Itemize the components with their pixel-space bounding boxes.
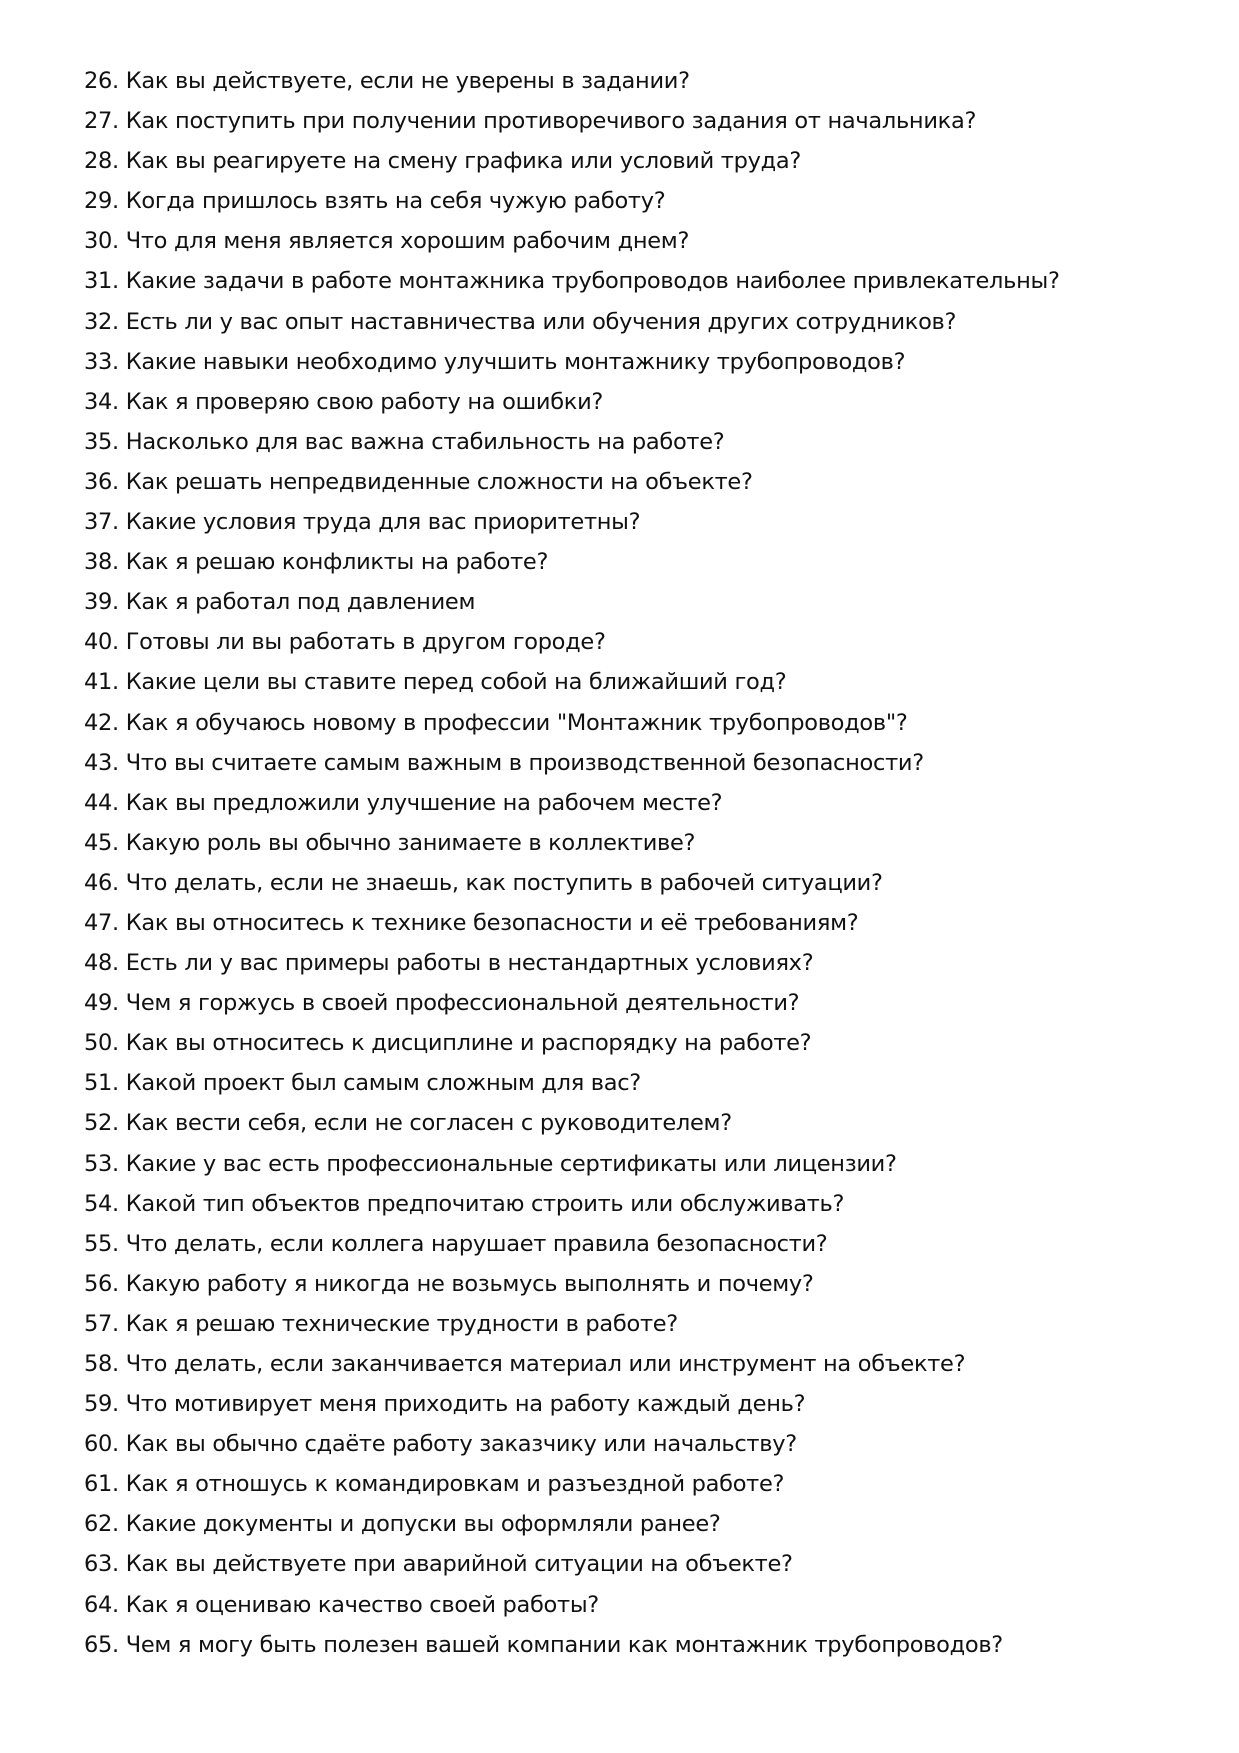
question-item: 44. Как вы предложили улучшение на рабочем месте? <box>84 789 723 816</box>
question-item: 30. Что для меня является хорошим рабочим днем? <box>84 228 690 255</box>
question-item: 37. Какие условия труда для вас приоритетны? <box>84 509 641 536</box>
question-item: 50. Как вы относитесь к дисциплине и распорядку на работе? <box>84 1030 812 1057</box>
question-item: 38. Как я решаю конфликты на работе? <box>84 549 549 576</box>
question-item: 32. Есть ли у вас опыт наставничества или обучения других сотрудников? <box>84 308 957 335</box>
question-item: 33. Какие навыки необходимо улучшить монтажнику трубопроводов? <box>84 348 906 375</box>
question-item: 58. Что делать, если заканчивается материал или инструмент на объекте? <box>84 1351 966 1377</box>
question-item: 42. Как я обучаюсь новому в профессии "Монтажник трубопроводов"? <box>84 709 908 736</box>
question-item: 45. Какую роль вы обычно занимаете в коллективе? <box>84 829 696 856</box>
question-item: 63. Как вы действуете при аварийной ситуации на объекте? <box>84 1551 793 1578</box>
question-item: 46. Что делать, если не знаешь, как поступить в рабочей ситуации? <box>84 869 883 896</box>
question-item: 35. Насколько для вас важна стабильность на работе? <box>84 428 725 455</box>
question-item: 55. Что делать, если коллега нарушает правила безопасности? <box>84 1230 828 1257</box>
question-item: 28. Как вы реагируете на смену графика или условий труда? <box>84 148 801 175</box>
question-item: 60. Как вы обычно сдаёте работу заказчику или начальству? <box>84 1431 797 1458</box>
question-item: 48. Есть ли у вас примеры работы в нестандартных условиях? <box>84 950 814 977</box>
question-item: 40. Готовы ли вы работать в другом городе? <box>84 629 606 656</box>
question-list <box>84 61 1184 1665</box>
question-item: 61. Как я отношусь к командировкам и разъездной работе? <box>84 1471 785 1498</box>
question-item: 52. Как вести себя, если не согласен с руководителем? <box>84 1110 732 1137</box>
question-item: 65. Чем я могу быть полезен вашей компании как монтажник трубопроводов? <box>84 1631 1003 1658</box>
question-item: 59. Что мотивирует меня приходить на работу каждый день? <box>84 1391 806 1418</box>
question-item: 54. Какой тип объектов предпочитаю строить или обслуживать? <box>84 1190 845 1217</box>
question-item: 51. Какой проект был самым сложным для вас? <box>84 1070 641 1097</box>
question-item: 41. Какие цели вы ставите перед собой на ближайший год? <box>84 669 787 696</box>
question-item: 27. Как поступить при получении противоречивого задания от начальника? <box>84 108 977 135</box>
question-item: 56. Какую работу я никогда не возьмусь выполнять и почему? <box>84 1270 814 1297</box>
question-item: 49. Чем я горжусь в своей профессиональной деятельности? <box>84 990 800 1017</box>
question-item: 29. Когда пришлось взять на себя чужую работу? <box>84 188 666 215</box>
question-item: 57. Как я решаю технические трудности в работе? <box>84 1310 678 1337</box>
question-item: 43. Что вы считаете самым важным в производственной безопасности? <box>84 749 924 776</box>
question-item: 64. Как я оцениваю качество своей работы? <box>84 1591 599 1618</box>
question-item: 39. Как я работал под давлением <box>84 589 476 616</box>
question-item: 53. Какие у вас есть профессиональные сертификаты или лицензии? <box>84 1150 897 1177</box>
question-item: 31. Какие задачи в работе монтажника трубопроводов наиболее привлекательны? <box>84 268 1060 295</box>
question-item: 47. Как вы относитесь к технике безопасности и её требованиям? <box>84 909 859 936</box>
question-item: 26. Как вы действуете, если не уверены в задании? <box>84 68 690 94</box>
question-item: 62. Какие документы и допуски вы оформляли ранее? <box>84 1511 721 1538</box>
question-item: 34. Как я проверяю свою работу на ошибки? <box>84 388 604 415</box>
question-item: 36. Как решать непредвиденные сложности на объекте? <box>84 468 753 495</box>
